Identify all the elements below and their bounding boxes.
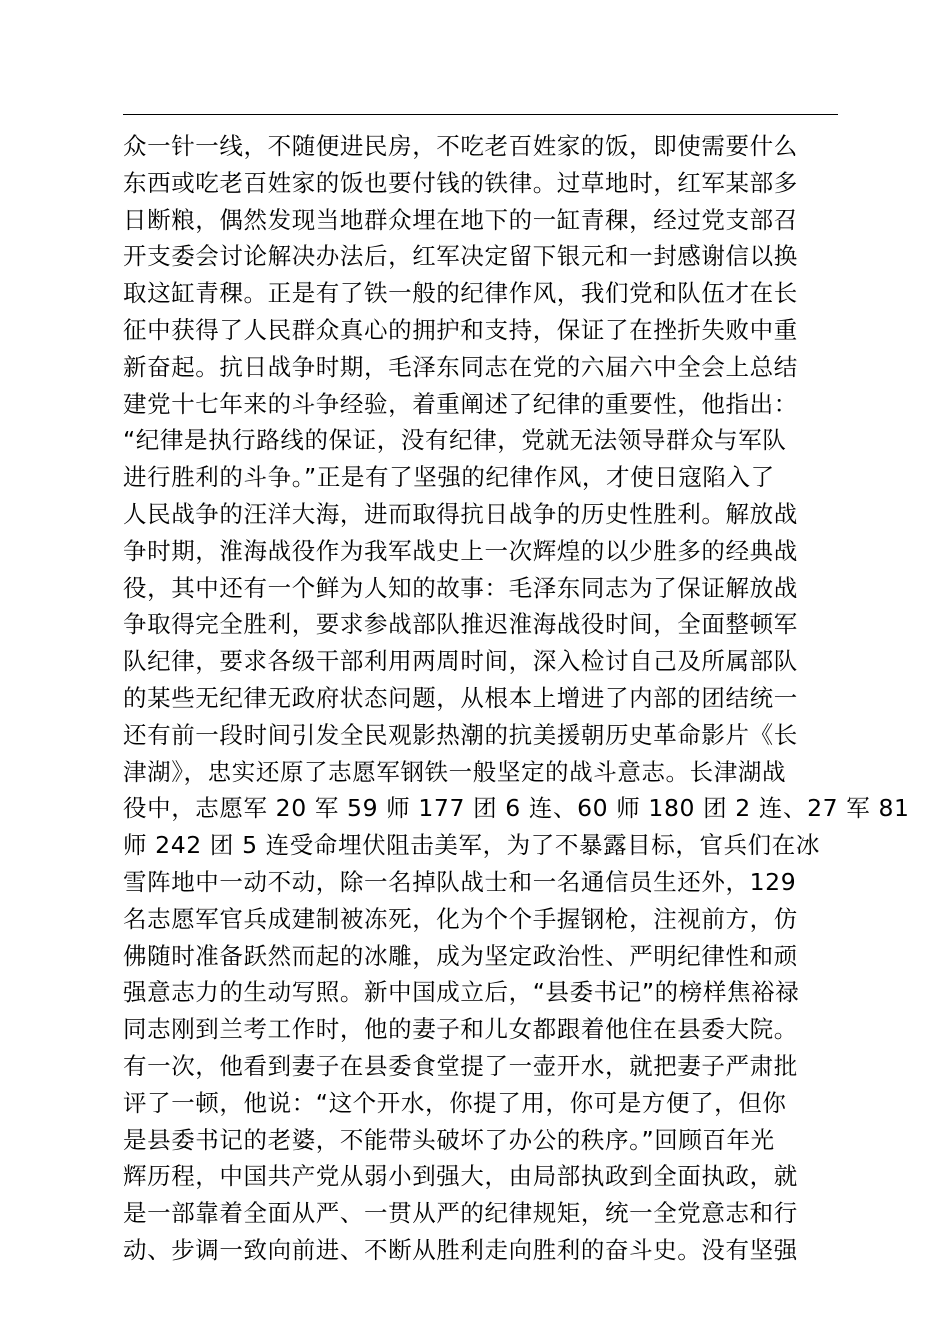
- text-line: 进行胜利的斗争。”正是有了坚强的纪律作风，才使日寇陷入了: [123, 463, 775, 492]
- text-line: 开支委会讨论解决办法后，红军决定留下银元和一封感谢信以换: [123, 242, 798, 271]
- text-line: 取这缸青稞。正是有了铁一般的纪律作风，我们党和队伍才在长: [123, 279, 798, 308]
- text-line: 名志愿军官兵成建制被冻死，化为个个手握钢枪，注视前方，仿: [123, 904, 798, 933]
- text-line: 队纪律，要求各级干部利用两周时间，深入检讨自己及所属部队: [123, 647, 798, 676]
- text-line: 众一针一线，不随便进民房，不吃老百姓家的饭，即使需要什么: [123, 132, 798, 160]
- text-line: 征中获得了人民群众真心的拥护和支持，保证了在挫折失败中重: [123, 315, 798, 344]
- text-line: 建党十七年来的斗争经验，着重阐述了纪律的重要性，他指出：: [123, 389, 798, 418]
- text-line: 役，其中还有一个鲜为人知的故事：毛泽东同志为了保证解放战: [123, 573, 798, 602]
- text-line: 争时期，淮海战役作为我军战史上一次辉煌的以少胜多的经典战: [123, 536, 798, 565]
- text-line: 东西或吃老百姓家的饭也要付钱的铁律。过草地时，红军某部多: [123, 168, 798, 197]
- header-rule: [123, 114, 838, 115]
- text-line: 新奋起。抗日战争时期，毛泽东同志在党的六届六中全会上总结: [123, 352, 798, 381]
- text-line: 雪阵地中一动不动，除一名掉队战士和一名通信员生还外，129: [123, 867, 797, 896]
- text-line: “纪律是执行路线的保证，没有纪律，党就无法领导群众与军队: [123, 426, 787, 455]
- text-line: 的某些无纪律无政府状态问题，从根本上增进了内部的团结统一: [123, 683, 798, 712]
- text-line: 日断粮，偶然发现当地群众埋在地下的一缸青稞，经过党支部召: [123, 205, 798, 234]
- text-line: 评了一顿，他说：“这个开水，你提了用，你可是方便了，但你: [123, 1088, 787, 1117]
- text-line: 争取得完全胜利，要求参战部队推迟淮海战役时间，全面整顿军: [123, 610, 798, 639]
- text-line: 役中，志愿军 20 军 59 师 177 团 6 连、60 师 180 团 2 连、27 军 81: [123, 794, 910, 823]
- text-line: 有一次，他看到妻子在县委食堂提了一壶开水，就把妻子严肃批: [123, 1051, 798, 1080]
- text-line: 是一部靠着全面从严、一贯从严的纪律规矩，统一全党意志和行: [123, 1199, 798, 1228]
- text-line: 佛随时准备跃然而起的冰雕，成为坚定政治性、严明纪律性和顽: [123, 941, 798, 970]
- body-paragraph: [123, 128, 910, 1269]
- text-line: 辉历程，中国共产党从弱小到强大，由局部执政到全面执政，就: [123, 1162, 798, 1191]
- text-line: 津湖》，忠实还原了志愿军钢铁一般坚定的战斗意志。长津湖战: [123, 757, 787, 786]
- text-line: 是县委书记的老婆，不能带头破坏了办公的秩序。”回顾百年光: [123, 1125, 775, 1154]
- text-line: 动、步调一致向前进、不断从胜利走向胜利的奋斗史。没有坚强: [123, 1235, 798, 1264]
- text-line: 人民战争的汪洋大海，进而取得抗日战争的历史性胜利。解放战: [123, 499, 798, 528]
- text-line: 同志刚到兰考工作时，他的妻子和儿女都跟着他住在县委大院。: [123, 1015, 798, 1044]
- text-line: 强意志力的生动写照。新中国成立后，“县委书记”的榜样焦裕禄: [123, 978, 800, 1007]
- text-line: 师 242 团 5 连受命埋伏阻击美军，为了不暴露目标，官兵们在冰: [123, 831, 820, 860]
- text-line: 还有前一段时间引发全民观影热潮的抗美援朝历史革命影片《长: [123, 720, 798, 749]
